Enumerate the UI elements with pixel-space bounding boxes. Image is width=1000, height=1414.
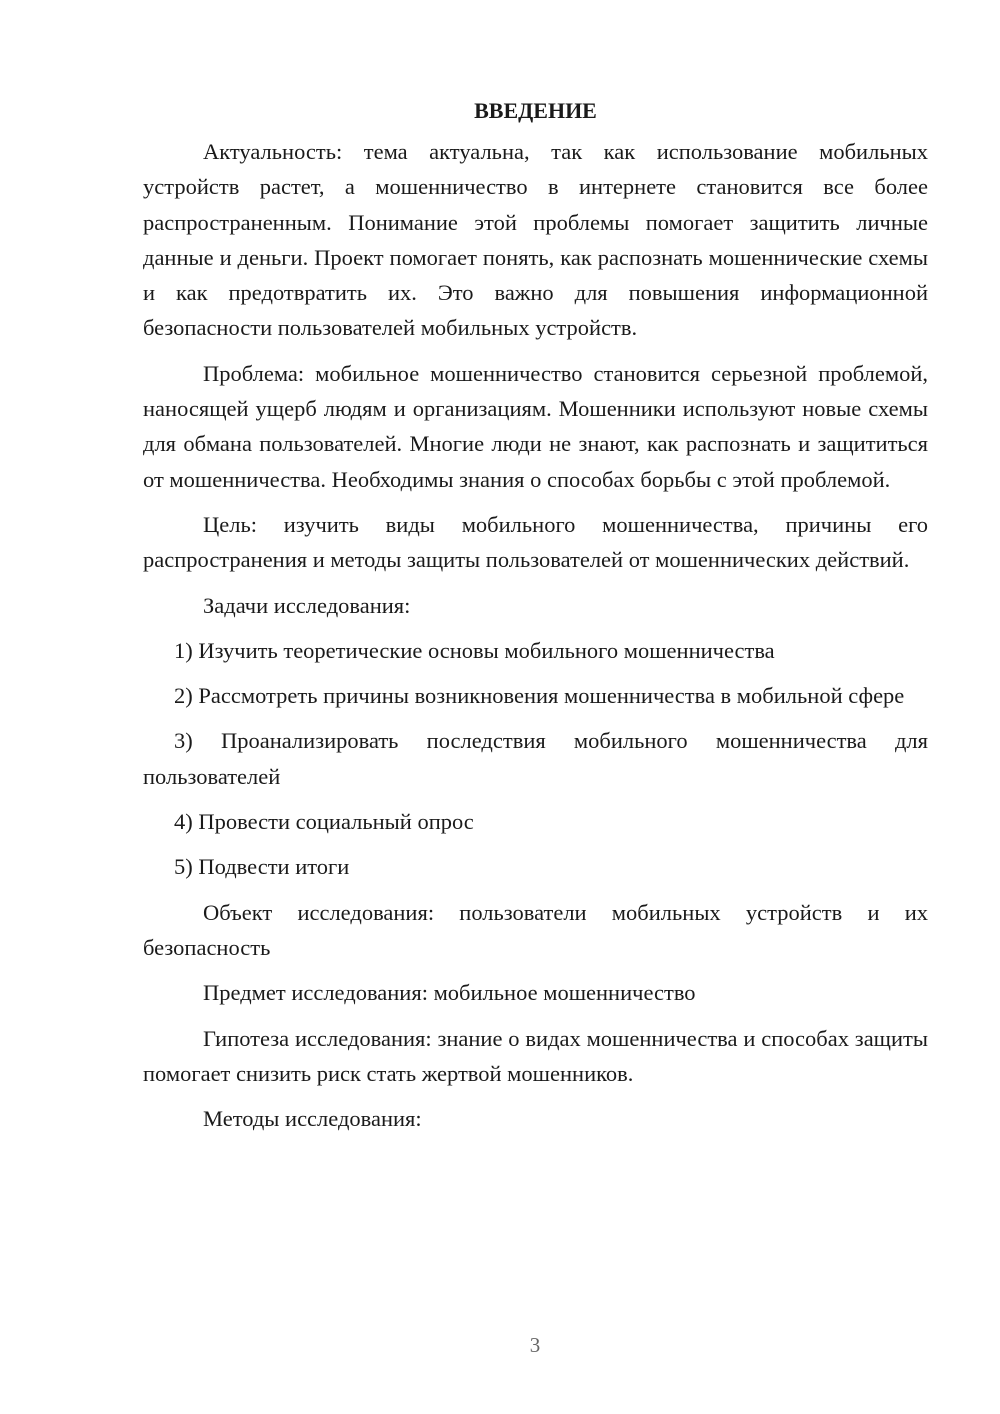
methods-heading: Методы исследования: — [203, 1106, 422, 1132]
relevance-paragraph: Актуальность: тема актуальна, так как использование мобильных устройств растет, а мошенничество в интернете становится все более распространенным. Понимание этой проблемы помогает защитить личные данные и деньги. Проект помогает понять, как распознать мошеннические схемы и как предотвратить их. Это важно для повышения информационной безопасности пользователей мобильных устройств. — [143, 139, 928, 341]
hypothesis-paragraph: Гипотеза исследования: знание о видах мошенничества и способах защиты помогает снизить риск стать жертвой мошенников. — [143, 1025, 928, 1086]
section-title: ВВЕДЕНИЕ — [474, 98, 597, 123]
task-item-1: 1) Изучить теоретические основы мобильного мошенничества — [174, 637, 775, 663]
document-page — [143, 96, 928, 1146]
page-number: 3 — [529, 1333, 541, 1357]
object-paragraph: Объект исследования: пользователи мобильных устройств и их безопасность — [143, 899, 928, 960]
task-item-3: 3) Проанализировать последствия мобильного мошенничества для пользователей — [143, 728, 928, 789]
task-item-5: 5) Подвести итоги — [174, 854, 350, 880]
subject-paragraph: Предмет исследования: мобильное мошенничество — [203, 980, 696, 1006]
tasks-heading: Задачи исследования: — [203, 592, 411, 618]
goal-paragraph: Цель: изучить виды мобильного мошенничества, причины его распространения и методы защиты пользователей от мошеннических действий. — [143, 511, 928, 573]
problem-paragraph: Проблема: мобильное мошенничество становится серьезной проблемой, наносящей ущерб людям и организациям. Мошенники используют новые схемы для обмана пользователей. Многие люди не знают, как распознать и защититься от мошенничества. Необходимы знания о способах борьбы с этой проблемой. — [143, 360, 928, 492]
task-item-2: 2) Рассмотреть причины возникновения мошенничества в мобильной сфере — [174, 683, 905, 709]
task-item-4: 4) Провести социальный опрос — [174, 809, 474, 835]
